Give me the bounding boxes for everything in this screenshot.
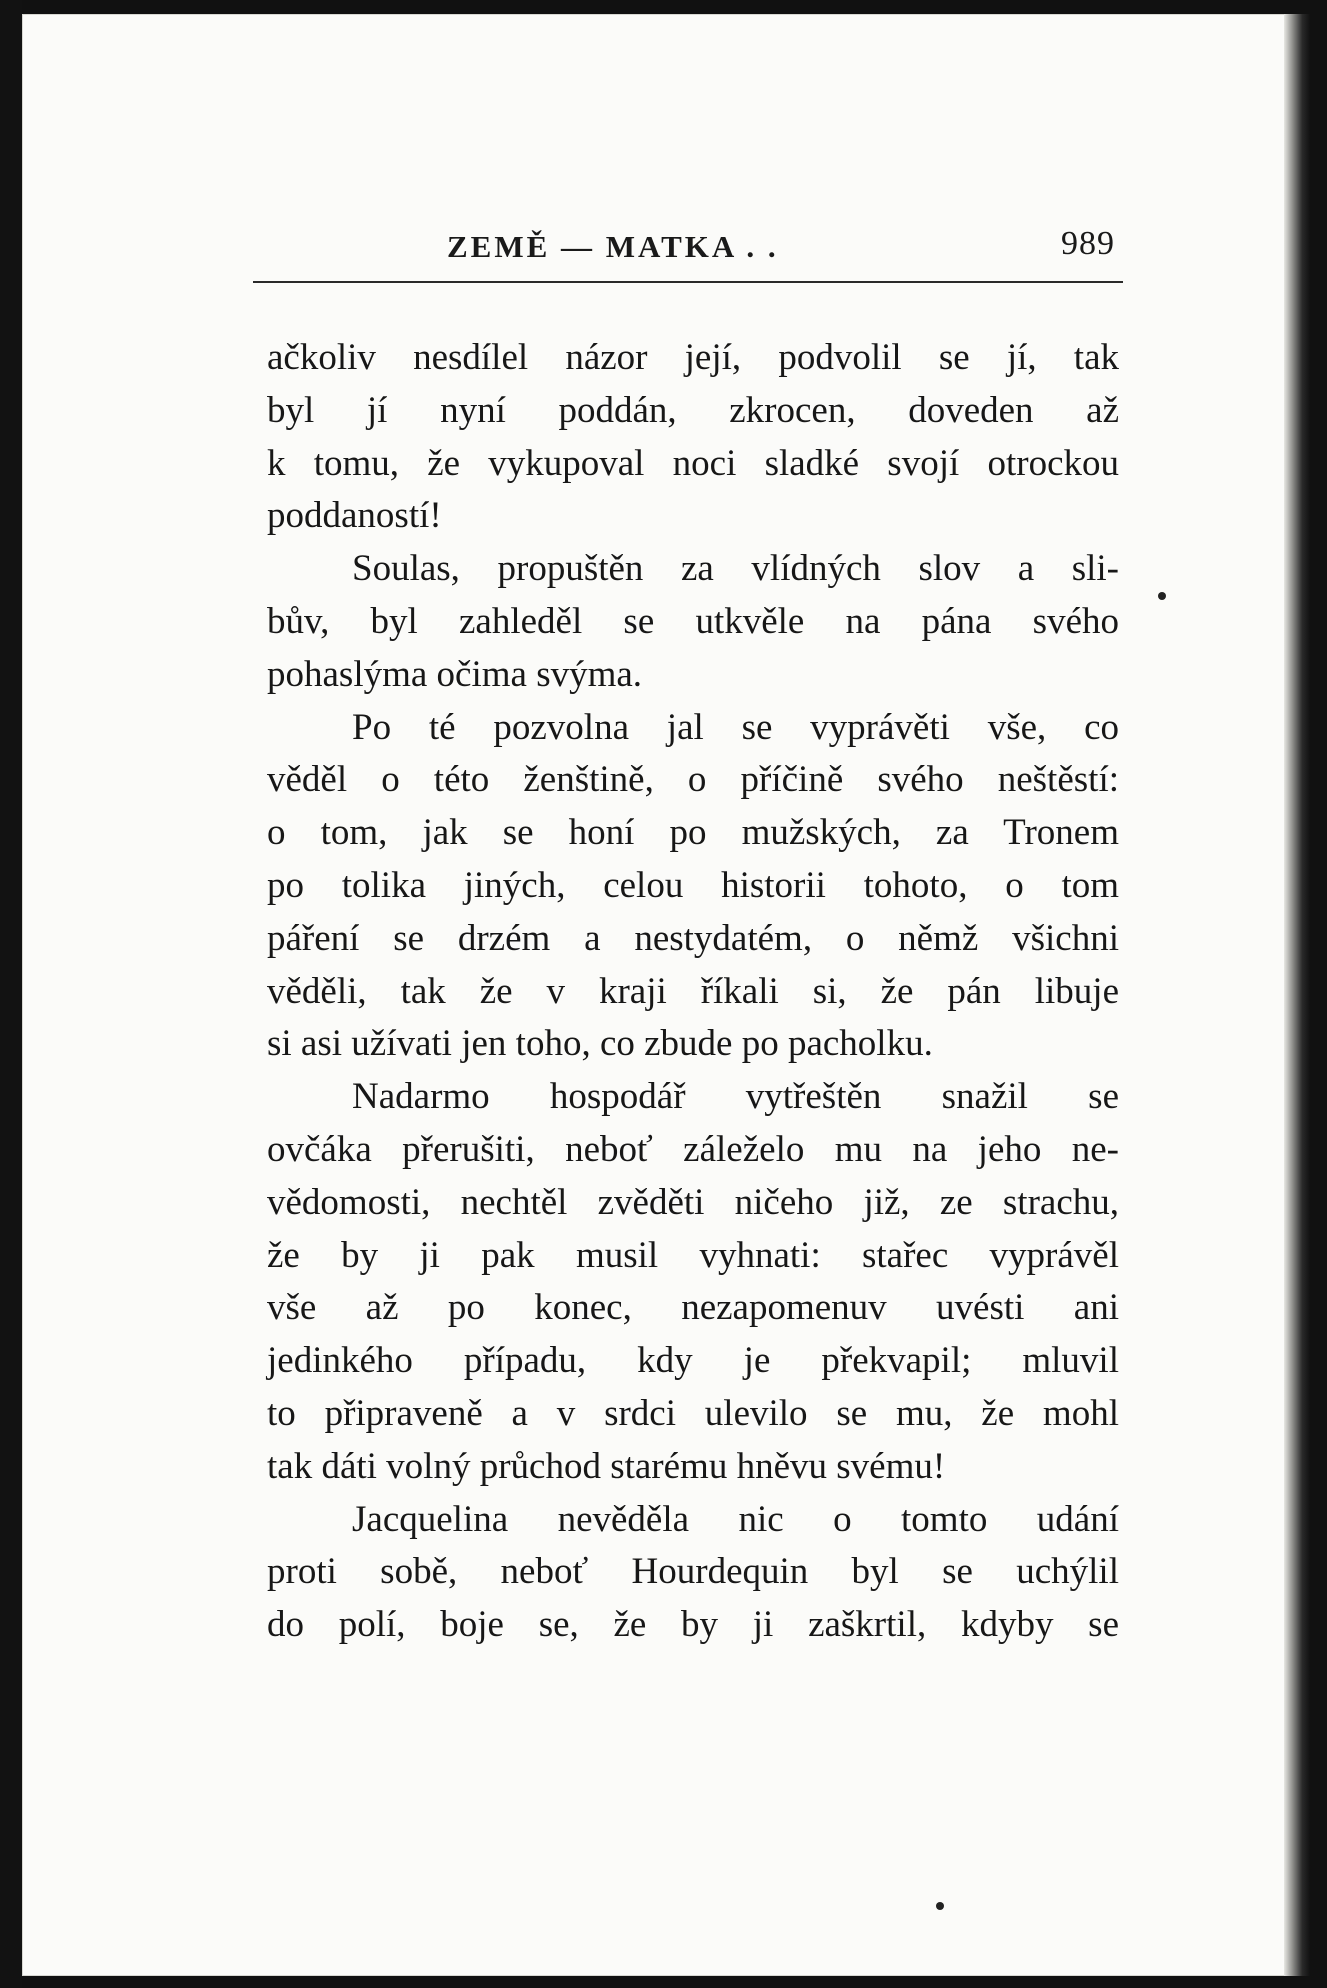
text-line: proti sobě, neboť Hourdequin byl se uchýlil (267, 1551, 1119, 1593)
page-number: 989 (1061, 225, 1115, 262)
body-text (267, 332, 1119, 1652)
text-line: věděl o této ženštině, o příčině svého neštěstí: (267, 759, 1119, 801)
text-line: to připraveně a v srdci ulevilo se mu, že mohl (267, 1392, 1119, 1434)
text-line: Soulas, propuštěn za vlídných slov a sli- (352, 548, 1119, 590)
running-head: ZEMĚ — MATKA . . (447, 229, 779, 264)
text-line: tak dáti volný průchod starému hněvu svému! (267, 1445, 946, 1487)
text-line: bův, byl zahleděl se utkvěle na pána svého (267, 600, 1119, 642)
text-line: páření se drzém a nestydatém, o němž všichni (267, 917, 1119, 959)
page-right-shadow (1284, 14, 1310, 1976)
text-line: vědomosti, nechtěl zvěděti ničeho již, ze strachu, (267, 1181, 1119, 1223)
text-line: Po té pozvolna jal se vyprávěti vše, co (352, 706, 1119, 748)
text-line: o tom, jak se honí po mužských, za Tronem (267, 812, 1119, 854)
scan-speck (936, 1902, 944, 1910)
text-line: poddaností! (267, 495, 442, 537)
page-header (253, 219, 1123, 283)
text-line: věděli, tak že v kraji říkali si, že pán libuje (267, 970, 1119, 1012)
text-line: jedinkého případu, kdy je překvapil; mluvil (267, 1340, 1119, 1382)
text-line: že by ji pak musil vyhnati: stařec vyprávěl (267, 1234, 1119, 1276)
text-line: ačkoliv nesdílel názor její, podvolil se jí, tak (267, 337, 1119, 378)
scan-speck (1158, 592, 1166, 600)
scan-left-border (0, 0, 22, 1988)
text-line: Jacquelina nevěděla nic o tomto udání (352, 1498, 1119, 1540)
text-line: vše až po konec, nezapomenuv uvésti ani (267, 1287, 1119, 1329)
text-line: Nadarmo hospodář vytřeštěn snažil se (352, 1076, 1119, 1118)
text-line: do polí, boje se, že by ji zaškrtil, kdyby se (267, 1604, 1119, 1646)
text-line: po tolika jiných, celou historii tohoto, o tom (267, 864, 1119, 906)
text-line: k tomu, že vykupoval noci sladké svojí otrockou (267, 442, 1119, 484)
text-line: pohaslýma očima svýma. (267, 653, 643, 695)
text-line: byl jí nyní poddán, zkrocen, doveden až (267, 389, 1119, 431)
book-page (22, 14, 1310, 1976)
text-line: si asi užívati jen toho, co zbude po pacholku. (267, 1023, 933, 1065)
text-line: ovčáka přerušiti, neboť záleželo mu na jeho ne- (267, 1128, 1119, 1170)
